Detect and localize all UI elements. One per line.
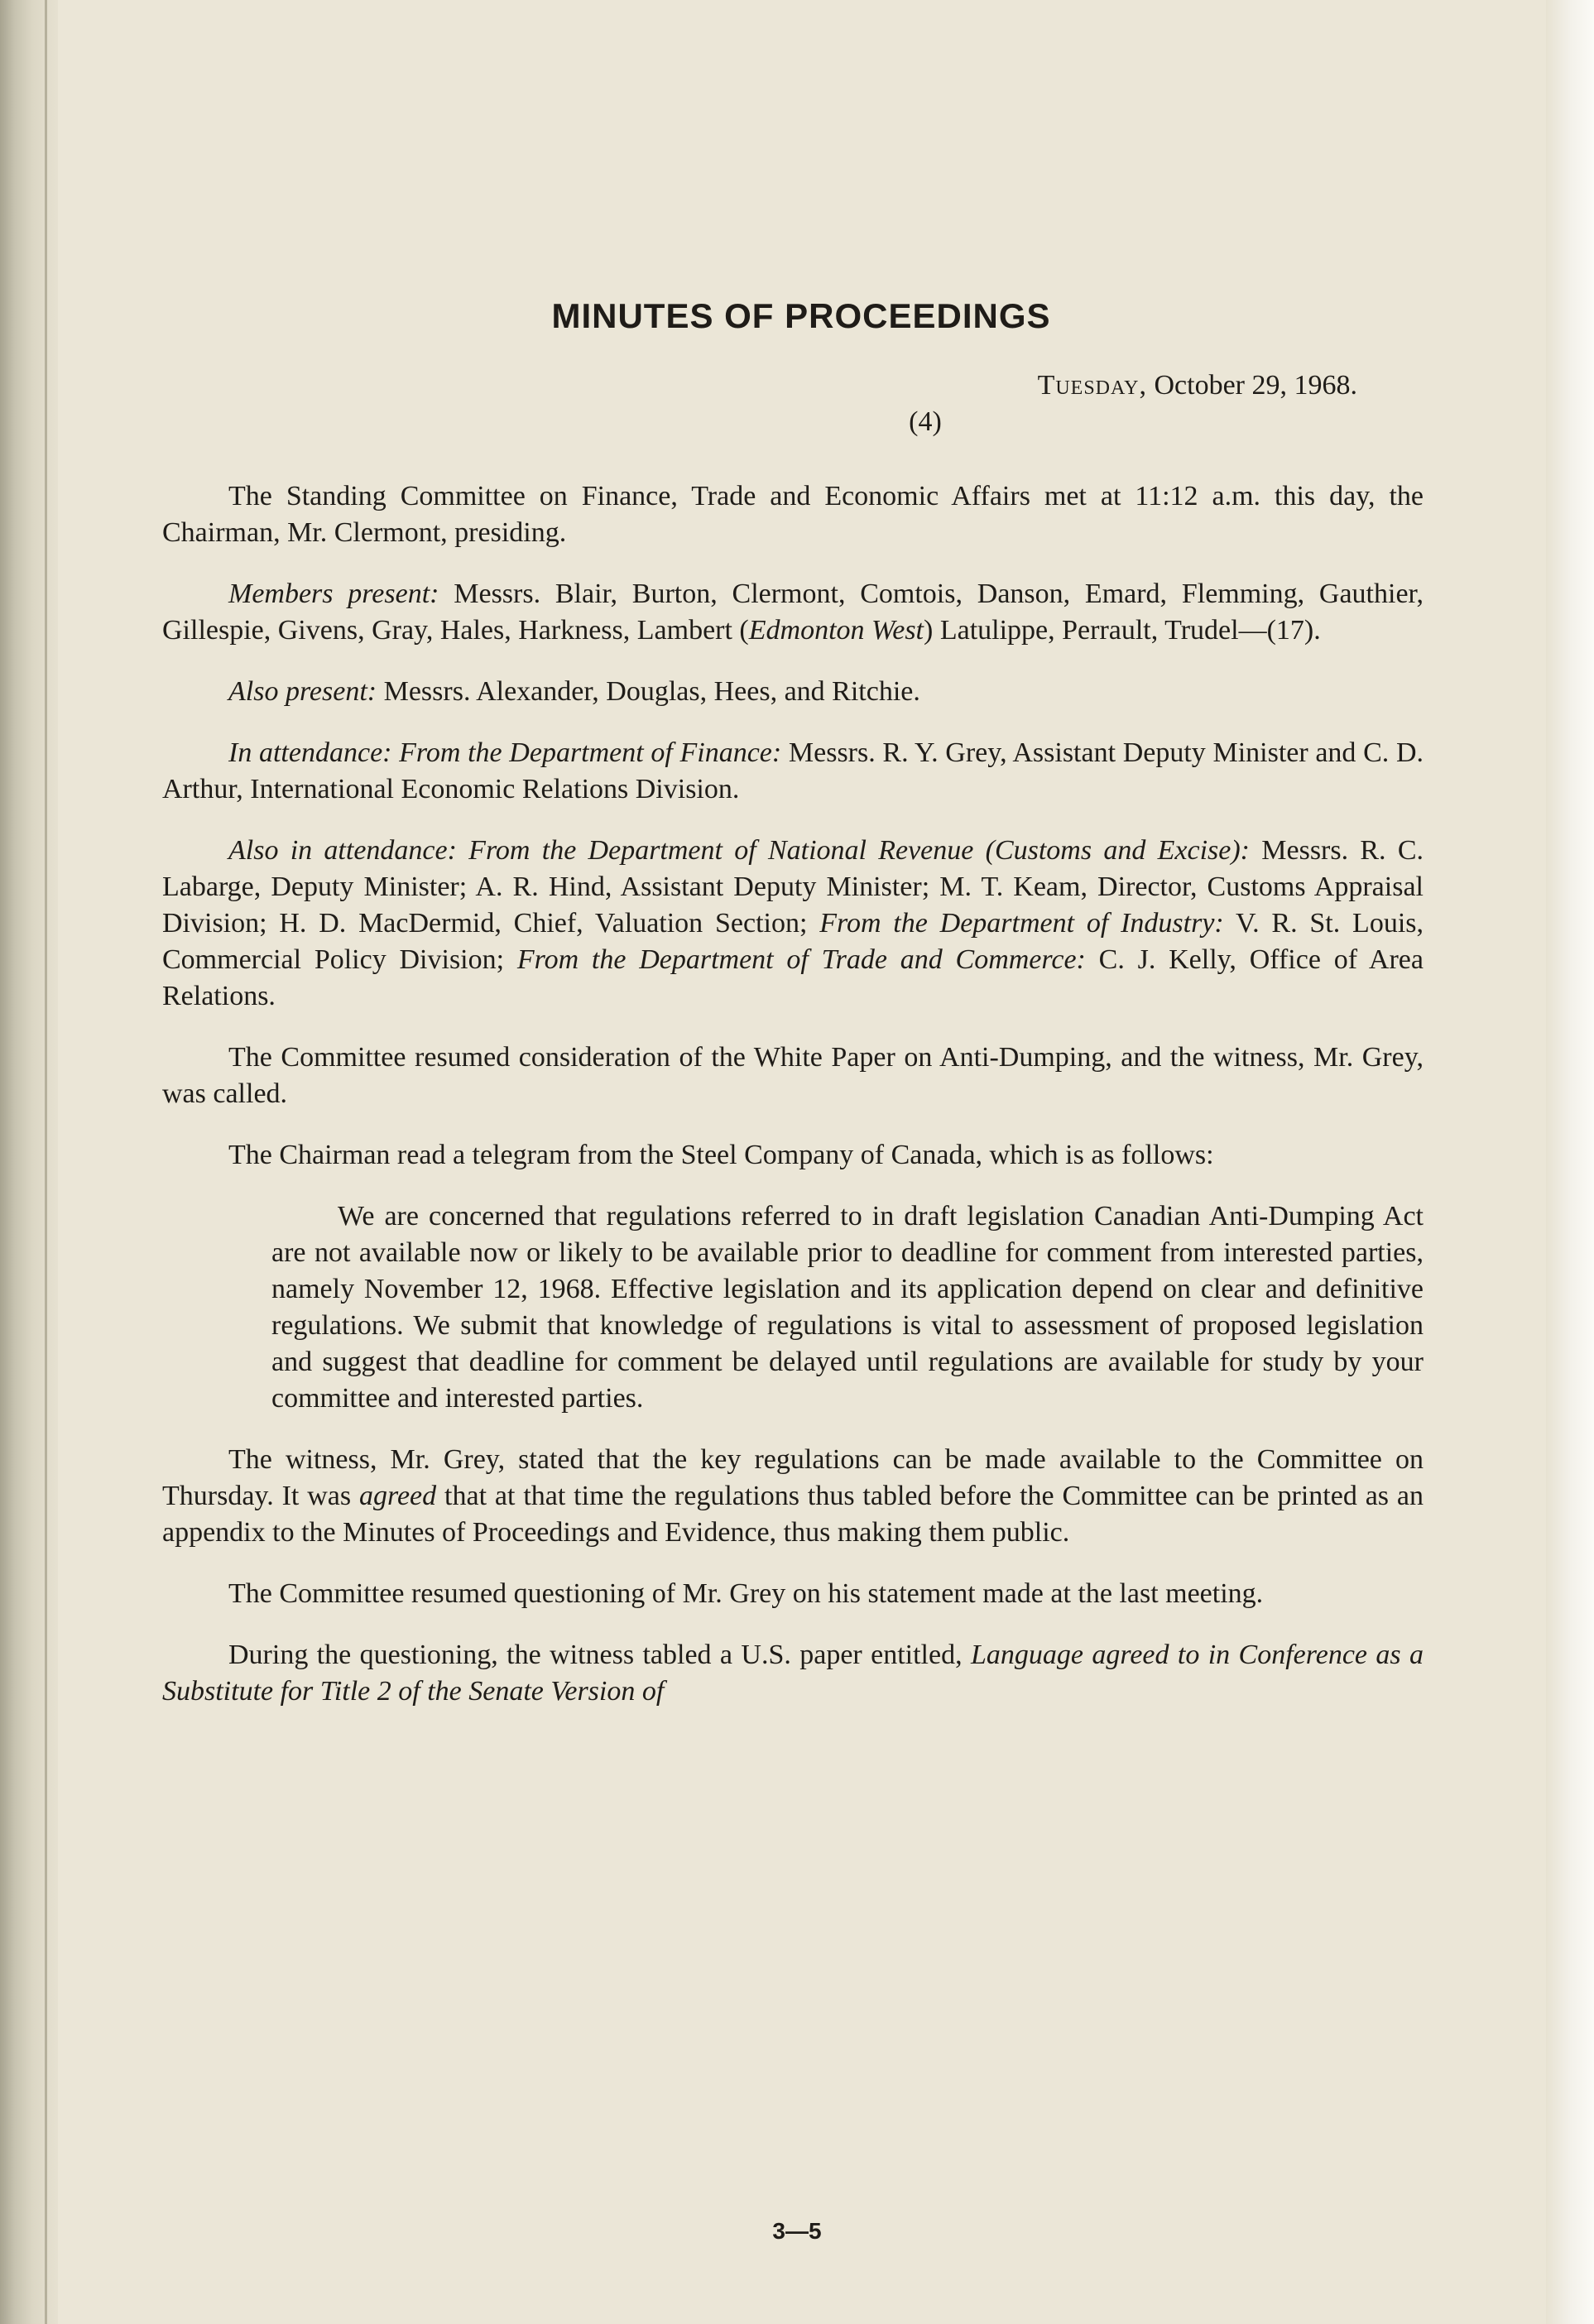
paragraph-opening: The Standing Committee on Finance, Trade and Economic Affairs met at 11:12 a.m. this day, the Chairman, Mr. Clermont, presiding. (162, 481, 1424, 548)
attendance-finance-label: In attendance: From the Department of Finance: (228, 737, 782, 768)
gutter-line (45, 0, 47, 2324)
also-present-text: Messrs. Alexander, Douglas, Hees, and Ritchie. (377, 676, 920, 707)
attendance-revenue-label: Also in attendance: From the Department of National Revenue (Customs and Excise): (228, 835, 1250, 866)
tabled-paper-title: Language agreed to in Conference as a Substitute for Title 2 of the Senate Version of (162, 1640, 1424, 1707)
attendance-revenue-text: Messrs. R. C. Labarge, Deputy Minister; A. R. Hind, Assistant Deputy Minister; M. T. Keam, Director, Customs Appraisal Division; H. D. MacDermid, Chief, Valuation Section; (162, 835, 1424, 939)
page-number: 3—5 (772, 2218, 822, 2244)
paragraph-witness-statement (162, 1442, 1424, 1551)
meeting-day: Tuesday, (1037, 370, 1147, 401)
paragraph-telegram-intro: The Chairman read a telegram from the Steel Company of Canada, which is as follows: (228, 1140, 1214, 1170)
paragraph-tabled-paper (162, 1637, 1424, 1710)
paragraph-resumed-consideration: The Committee resumed consideration of the White Paper on Anti-Dumping, and the witness, Mr. Grey, was called. (162, 1042, 1424, 1109)
paragraph-resumed-questioning: The Committee resumed questioning of Mr. Grey on his statement made at the last meeting. (228, 1578, 1264, 1609)
members-present-riding: Edmonton West (748, 615, 924, 646)
paragraph-members-present (162, 576, 1424, 649)
meeting-date (162, 367, 1424, 404)
members-present-text-b: ) Latulippe, Perrault, Trudel—(17). (924, 615, 1321, 646)
witness-statement-text-a: The witness, Mr. Grey, stated that the key regulations can be made available to the Committee on Thursday. It was (162, 1444, 1424, 1511)
attendance-industry-text: V. R. St. Louis, Commercial Policy Division; (162, 908, 1424, 975)
attendance-trade-text: C. J. Kelly, Office of Area Relations. (162, 944, 1424, 1011)
members-present-text-a: Messrs. Blair, Burton, Clermont, Comtois, Danson, Emard, Flemming, Gauthier, Gillespie, Givens, Gray, Hales, Harkness, Lambert ( (162, 579, 1424, 646)
book-spine-shadow (0, 0, 58, 2324)
page-edge (1546, 0, 1594, 2324)
members-present-label: Members present: (228, 579, 439, 609)
agreed-emphasis: agreed (359, 1481, 437, 1511)
telegram-quote: We are concerned that regulations referred to in draft legislation Canadian Anti-Dumping Act are not available now or likely to be available prior to deadline for comment from interested parties, namely November 12, 1968. Effective legislation and its application depend on clear and definitive regulations. We submit that knowledge of regulations is vital to assessment of proposed legislation and suggest that deadline for comment be delayed until regulations are available for study by your committee and interested parties. (271, 1201, 1424, 1414)
paragraph-also-present (162, 674, 1424, 710)
meeting-number: (4) (909, 406, 942, 437)
tabled-paper-text: During the questioning, the witness tabled a U.S. paper entitled, (228, 1640, 971, 1670)
page-title: MINUTES OF PROCEEDINGS (551, 296, 1051, 335)
meeting-date-text: October 29, 1968. (1154, 370, 1357, 401)
attendance-industry-label: From the Department of Industry: (819, 908, 1224, 939)
paragraph-attendance-others (162, 833, 1424, 1015)
document-page (162, 298, 1424, 1735)
attendance-trade-label: From the Department of Trade and Commerce: (516, 944, 1086, 975)
also-present-label: Also present: (228, 676, 377, 707)
witness-statement-text-b: that at that time the regulations thus tabled before the Committee can be printed as an appendix to the Minutes of Proceedings and Evidence, thus making them public. (162, 1481, 1424, 1548)
attendance-finance-text: Messrs. R. Y. Grey, Assistant Deputy Minister and C. D. Arthur, International Economic Relations Division. (162, 737, 1424, 804)
paragraph-attendance-finance (162, 735, 1424, 808)
